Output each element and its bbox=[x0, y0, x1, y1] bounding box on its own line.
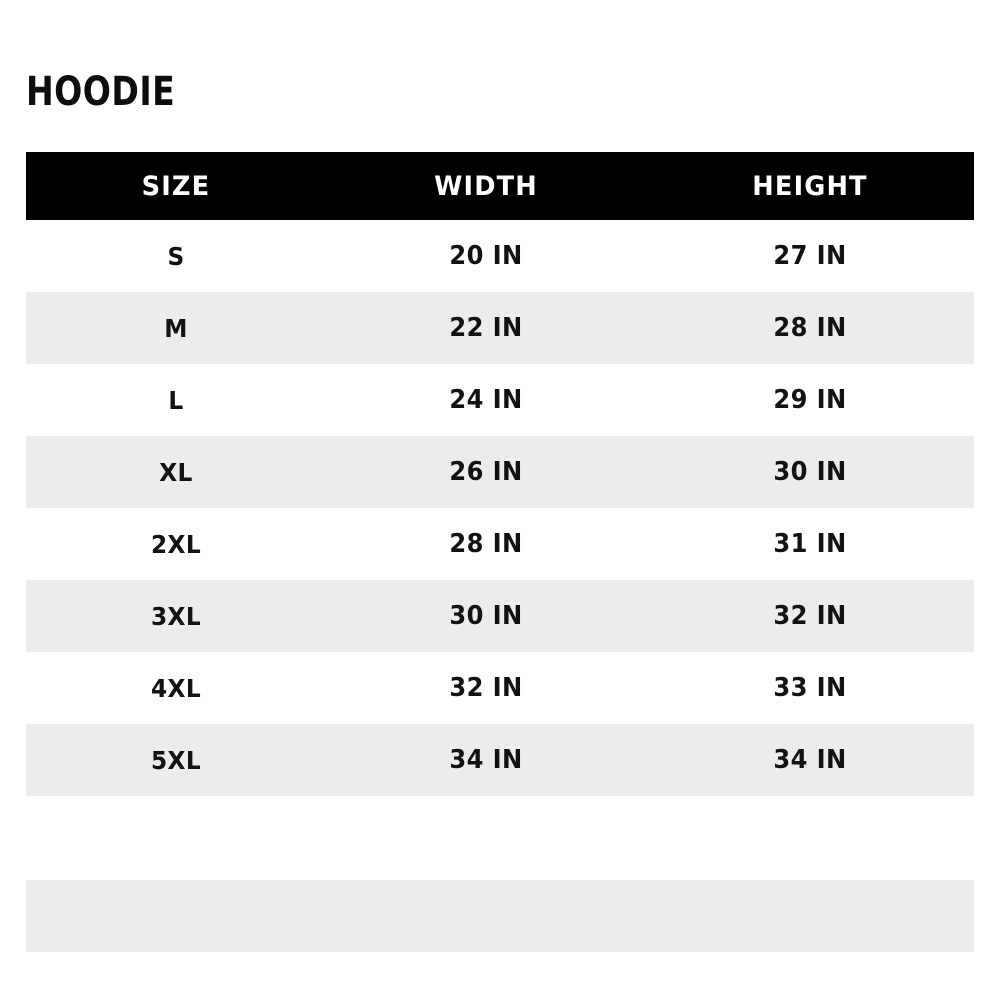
cell-size: M bbox=[164, 313, 188, 343]
table-row bbox=[26, 652, 974, 724]
cell-size: XL bbox=[159, 457, 193, 487]
cell-width: 24 IN bbox=[449, 385, 523, 415]
cell-height: 32 IN bbox=[773, 601, 847, 631]
cell-width: 22 IN bbox=[449, 313, 523, 343]
cell-size: 3XL bbox=[150, 601, 202, 631]
column-header-size: SIZE bbox=[141, 170, 211, 202]
cell-size: 2XL bbox=[150, 529, 202, 559]
cell-height: 34 IN bbox=[773, 745, 847, 775]
cell-width: 34 IN bbox=[449, 745, 523, 775]
cell-size: 5XL bbox=[150, 745, 202, 775]
cell-height: 28 IN bbox=[773, 313, 847, 343]
cell-height: 27 IN bbox=[773, 241, 847, 271]
cell-size: L bbox=[168, 385, 184, 415]
column-header-width: WIDTH bbox=[434, 170, 538, 202]
footer-stripe bbox=[26, 880, 974, 952]
page-title: HOODIE bbox=[26, 69, 176, 115]
cell-height: 31 IN bbox=[773, 529, 847, 559]
table-row bbox=[26, 292, 974, 364]
cell-width: 32 IN bbox=[449, 673, 523, 703]
cell-width: 30 IN bbox=[449, 601, 523, 631]
column-header-height: HEIGHT bbox=[752, 170, 868, 202]
cell-width: 28 IN bbox=[449, 529, 523, 559]
cell-width: 26 IN bbox=[449, 457, 523, 487]
cell-height: 30 IN bbox=[773, 457, 847, 487]
table-row bbox=[26, 580, 974, 652]
size-chart-table bbox=[26, 152, 974, 796]
table-header-row bbox=[26, 152, 974, 220]
table-row bbox=[26, 508, 974, 580]
cell-height: 33 IN bbox=[773, 673, 847, 703]
table-row bbox=[26, 220, 974, 292]
table-row bbox=[26, 364, 974, 436]
table-row bbox=[26, 724, 974, 796]
cell-size: 4XL bbox=[150, 673, 202, 703]
cell-height: 29 IN bbox=[773, 385, 847, 415]
table-row bbox=[26, 436, 974, 508]
cell-size: S bbox=[167, 241, 185, 271]
cell-width: 20 IN bbox=[449, 241, 523, 271]
